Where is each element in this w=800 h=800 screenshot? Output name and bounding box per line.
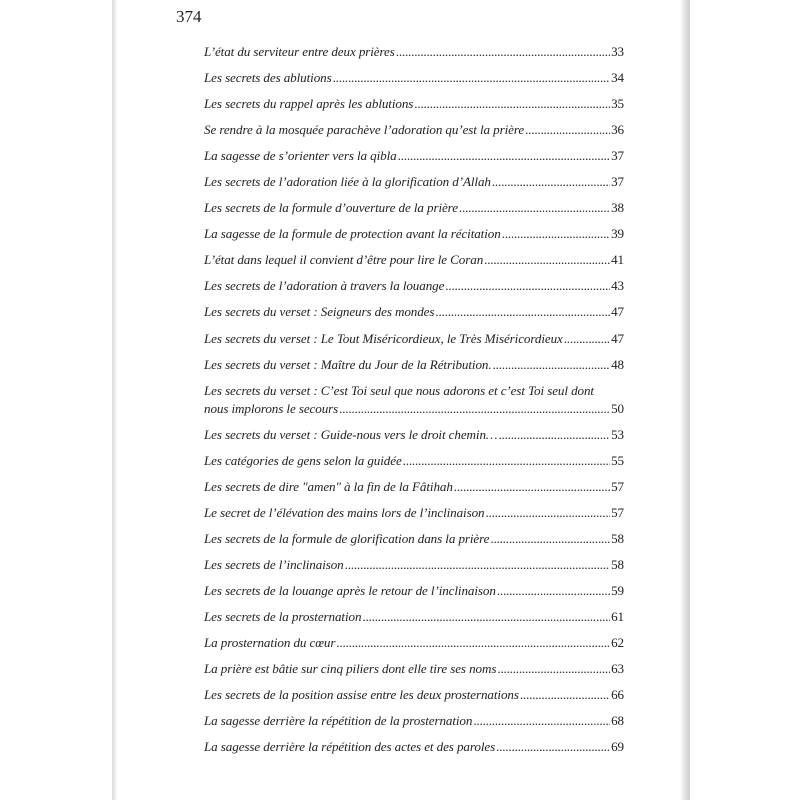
toc-entry-line: [204, 504, 624, 522]
toc-entry: [204, 582, 624, 600]
toc-entry-title: nous implorons le secours: [204, 400, 339, 416]
toc-entry-title: Les catégories de gens selon la guidée: [204, 452, 402, 468]
toc-entry-page: 58: [611, 556, 624, 572]
dot-leader: [336, 634, 610, 652]
toc-entry-line: [204, 712, 624, 730]
dot-leader: [502, 225, 610, 243]
toc-entry-page: 37: [611, 148, 624, 164]
toc-entry-page: 63: [611, 661, 624, 677]
toc-entry-page: 68: [611, 713, 624, 729]
toc-entry: [204, 504, 624, 522]
toc-entry: [204, 147, 624, 165]
toc-entry-title: La sagesse de s’orienter vers la qibla: [204, 148, 397, 164]
toc-entry-line: [204, 251, 624, 269]
toc-entry: [204, 251, 624, 269]
toc-entry: [204, 356, 624, 374]
toc-entry-page: 61: [611, 608, 624, 624]
toc-entry-page: 58: [611, 530, 624, 546]
dot-leader: [414, 95, 610, 113]
toc-entry-line: [204, 277, 624, 295]
toc-entry-title: Les secrets de l’adoration liée à la glorification d’Allah: [204, 174, 491, 190]
toc-entry-line: [204, 199, 624, 217]
dot-leader: [454, 478, 610, 496]
dot-leader: [490, 530, 610, 548]
dot-leader: [492, 173, 610, 191]
toc-entry-title: Les secrets de la formule d’ouverture de la prière: [204, 200, 458, 216]
toc-entry: [204, 452, 624, 470]
toc-entry: [204, 556, 624, 574]
toc-entry-page: 33: [611, 44, 624, 59]
toc-entry-title: Les secrets de l’adoration à travers la louange: [204, 278, 445, 294]
toc-entry-title: Les secrets du verset : Seigneurs des mondes: [204, 304, 435, 320]
toc-entry-title: Se rendre à la mosquée parachève l’adoration qu’est la prière: [204, 122, 525, 138]
toc-entry-page: 37: [611, 174, 624, 190]
dot-leader: [473, 712, 610, 730]
toc-entry-line: [204, 660, 624, 678]
toc-entry-line: [204, 330, 624, 348]
toc-entry: [204, 382, 624, 418]
dot-leader: [520, 686, 610, 704]
toc-entry-title: La prière est bâtie sur cinq piliers dont elle tire ses noms: [204, 661, 497, 677]
toc-entry-title: Les secrets de la louange après le retour de l’inclinaison: [204, 582, 496, 598]
toc-entry-page: 47: [611, 304, 624, 320]
dot-leader: [485, 504, 610, 522]
toc-entry-line: [204, 452, 624, 470]
toc-entry: [204, 121, 624, 139]
toc-entry-title: La sagesse de la formule de protection avant la récitation: [204, 226, 501, 242]
toc-entry-title: L’état dans lequel il convient d’être pour lire le Coran: [204, 252, 484, 268]
toc-entry: [204, 330, 624, 348]
toc-entry: [204, 712, 624, 730]
toc-entry-title: La sagesse derrière la répétition des actes et des paroles: [204, 739, 496, 755]
toc-entry-title: Les secrets du verset : Le Tout Miséricordieux, le Très Miséricordieux: [204, 330, 563, 346]
toc-entry: [204, 530, 624, 548]
toc-entry-line: [204, 225, 624, 243]
toc-entry-line: [204, 686, 624, 704]
toc-entry-page: 57: [611, 478, 624, 494]
toc-entry-title: Les secrets du verset : Maître du Jour de la Rétribution.: [204, 356, 492, 372]
dot-leader: [362, 608, 610, 626]
toc-entry-line: [204, 478, 624, 496]
toc-entry: [204, 686, 624, 704]
dot-leader: [493, 356, 611, 374]
toc-entry-page: 69: [611, 739, 624, 755]
toc-entry-line: [204, 121, 624, 139]
toc-entry-line: [204, 530, 624, 548]
toc-entry-line: [204, 382, 624, 400]
toc-entry-line: [204, 173, 624, 191]
dot-leader: [459, 199, 610, 217]
toc-entry: [204, 95, 624, 113]
toc-entry-line: [204, 426, 624, 444]
toc-entry-line: [204, 43, 624, 61]
dot-leader: [403, 452, 610, 470]
toc-entry: [204, 303, 624, 321]
dot-leader: [525, 121, 610, 139]
toc-entry-line: [204, 69, 624, 87]
table-of-contents: [204, 43, 624, 756]
book-page: [118, 0, 680, 800]
page-number: 374: [176, 7, 202, 26]
dot-leader: [339, 400, 610, 418]
toc-entry-page: 38: [611, 200, 624, 216]
toc-entry-title: Les secrets du verset : C’est Toi seul que nous adorons et c’est Toi seul dont: [204, 382, 594, 398]
toc-entry: [204, 277, 624, 295]
toc-entry: [204, 738, 624, 756]
toc-entry-line: [204, 556, 624, 574]
toc-entry-page: 43: [611, 278, 624, 294]
toc-entry: [204, 69, 624, 87]
toc-entry-line: [204, 400, 624, 418]
toc-entry-page: 62: [611, 635, 624, 651]
toc-entry-page: 55: [611, 452, 624, 468]
toc-entry-page: 53: [611, 426, 624, 442]
toc-entry-title: La sagesse derrière la répétition de la prosternation: [204, 713, 473, 729]
dot-leader: [345, 556, 610, 574]
toc-entry-title: La prosternation du cœur: [204, 635, 336, 651]
toc-entry: [204, 43, 624, 61]
dot-leader: [497, 660, 610, 678]
toc-entry-page: 57: [611, 504, 624, 520]
dot-leader: [496, 738, 610, 756]
toc-entry: [204, 478, 624, 496]
toc-entry-line: [204, 634, 624, 652]
page-shadow-right: [680, 0, 690, 800]
dot-leader: [396, 43, 610, 61]
toc-entry-page: 39: [611, 226, 624, 242]
toc-entry-page: 35: [611, 96, 624, 112]
toc-entry-page: 34: [611, 70, 624, 86]
toc-entry-line: [204, 95, 624, 113]
toc-entry-line: [204, 582, 624, 600]
toc-entry-page: 59: [611, 582, 624, 598]
toc-entry-line: [204, 303, 624, 321]
toc-entry-page: 50: [611, 400, 624, 416]
dot-leader: [435, 303, 610, 321]
dot-leader: [497, 582, 610, 600]
toc-entry-line: [204, 147, 624, 165]
toc-entry: [204, 426, 624, 444]
toc-entry: [204, 608, 624, 626]
toc-entry-page: 36: [611, 122, 624, 138]
toc-entry-title: Les secrets des ablutions: [204, 70, 332, 86]
toc-entry-title: Les secrets du verset : Guide-nous vers le droit chemin…: [204, 426, 498, 442]
toc-entry-page: 48: [611, 356, 624, 372]
toc-entry: [204, 634, 624, 652]
dot-leader: [498, 426, 610, 444]
toc-entry-page: 47: [611, 330, 624, 346]
toc-entry-title: Les secrets de la prosternation: [204, 608, 362, 624]
toc-entry-line: [204, 738, 624, 756]
dot-leader: [333, 69, 611, 87]
toc-entry-title: L’état du serviteur entre deux prières: [204, 44, 395, 59]
dot-leader: [564, 330, 610, 348]
toc-entry-title: Les secrets de l’inclinaison: [204, 556, 344, 572]
toc-entry: [204, 225, 624, 243]
toc-entry: [204, 660, 624, 678]
dot-leader: [445, 277, 610, 295]
toc-entry-line: [204, 608, 624, 626]
toc-entry-title: Les secrets de la position assise entre les deux prosternations: [204, 687, 519, 703]
toc-entry-title: Les secrets de la formule de glorification dans la prière: [204, 530, 490, 546]
toc-entry: [204, 199, 624, 217]
dot-leader: [484, 251, 610, 269]
toc-entry-page: 41: [611, 252, 624, 268]
toc-entry-page: 66: [611, 687, 624, 703]
dot-leader: [398, 147, 611, 165]
toc-entry-title: Les secrets de dire "amen" à la fin de la Fâtihah: [204, 478, 453, 494]
toc-entry-line: [204, 356, 624, 374]
toc-entry-title: Le secret de l’élévation des mains lors de l’inclinaison: [204, 504, 485, 520]
toc-entry: [204, 173, 624, 191]
toc-entry-title: Les secrets du rappel après les ablutions: [204, 96, 414, 112]
